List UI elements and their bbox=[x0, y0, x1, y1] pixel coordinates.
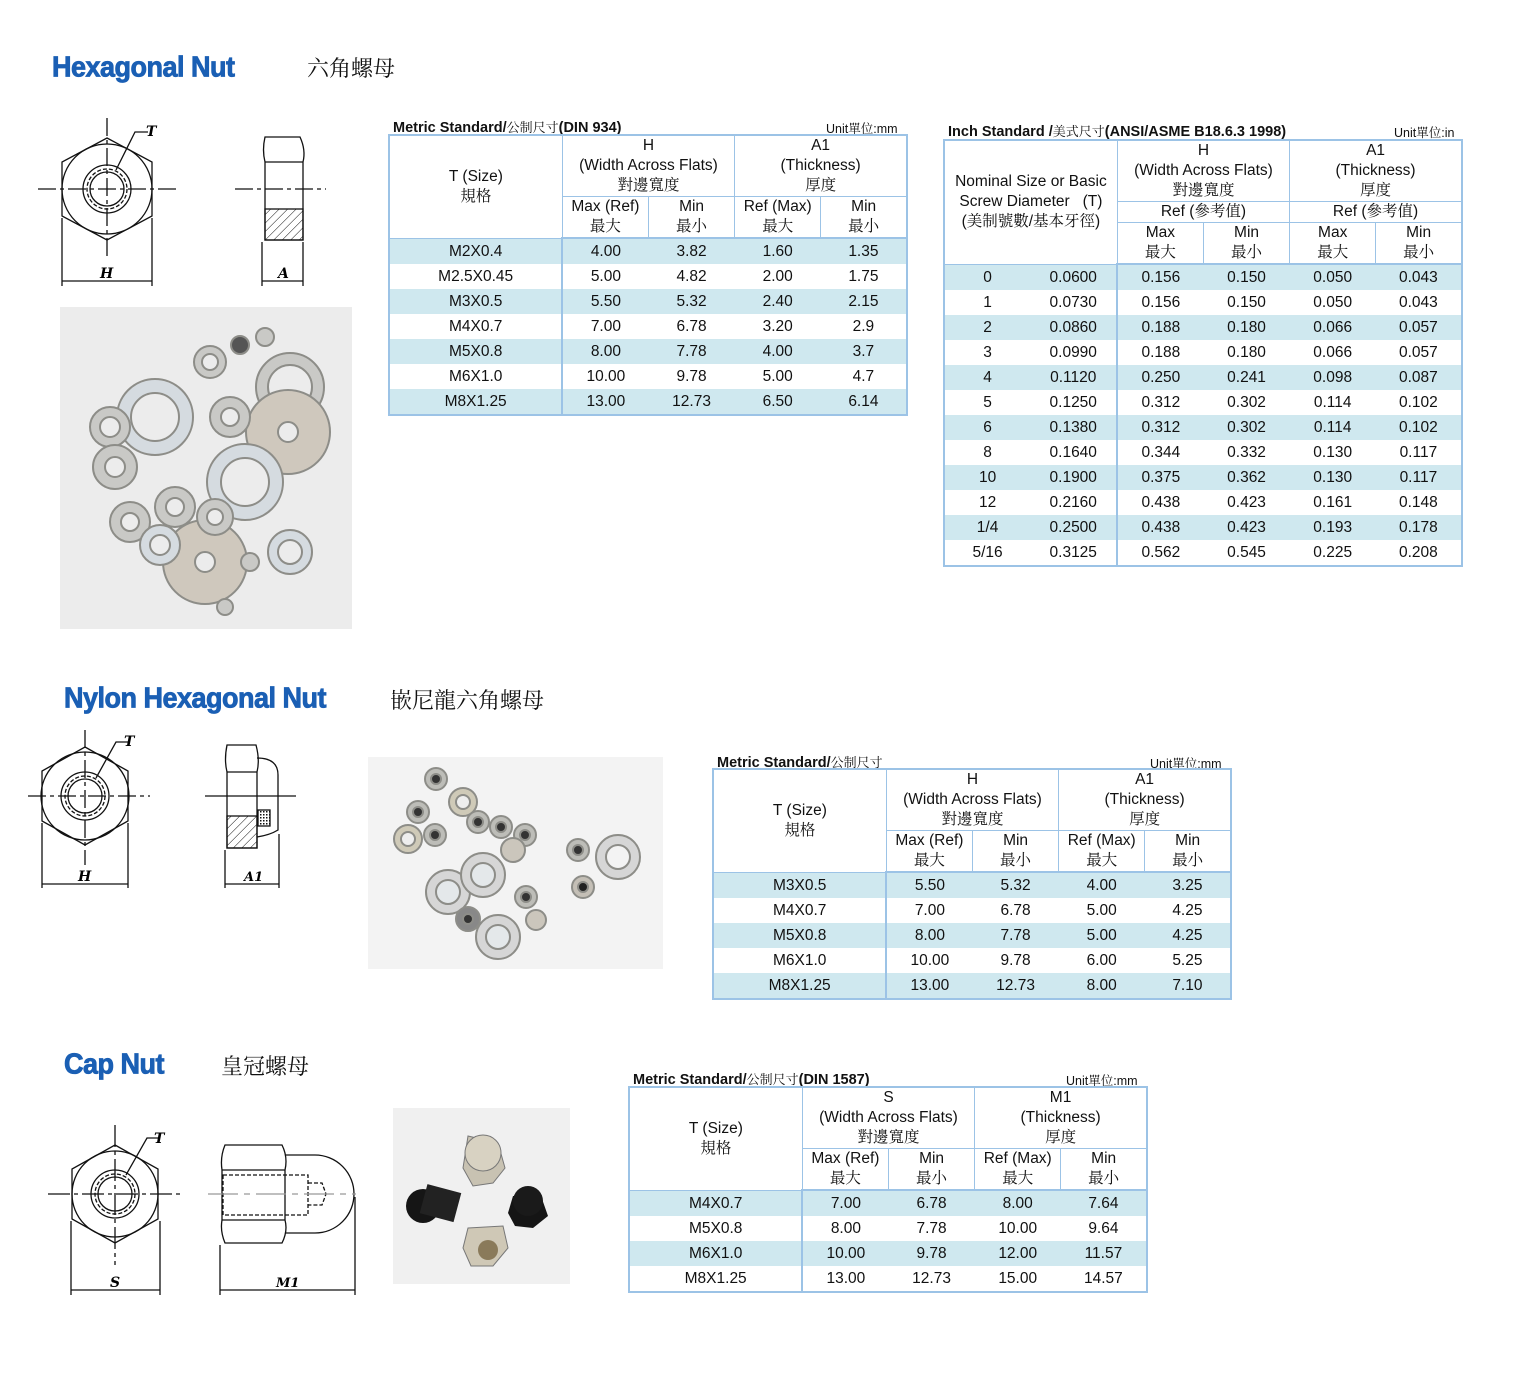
value-cell: 2.40 bbox=[735, 289, 821, 314]
value-cell: 0.208 bbox=[1398, 544, 1438, 561]
value-cell: 10.00 bbox=[998, 1220, 1038, 1237]
value-cell: 1.60 bbox=[735, 238, 821, 264]
size-cell: M3X0.5 bbox=[713, 872, 886, 898]
value-cell: 8.00 bbox=[1059, 973, 1145, 999]
value-cell: 0.180 bbox=[1203, 315, 1289, 340]
value-cell: 4.25 bbox=[1172, 902, 1203, 919]
value-cell: 0.344 bbox=[1141, 444, 1181, 461]
size-cell: 0.1250 bbox=[1030, 390, 1117, 415]
hex-inch-caption bbox=[948, 121, 1286, 140]
value-cell: 6.78 bbox=[888, 1190, 974, 1216]
value-cell: 3.20 bbox=[762, 318, 793, 335]
col-group-width: H (Width Across Flats) 對邊寬度 bbox=[1117, 140, 1289, 202]
value-cell: 4.00 bbox=[735, 339, 821, 364]
value-cell: 12.73 bbox=[912, 1270, 951, 1287]
value-cell: 4.25 bbox=[1145, 923, 1231, 948]
value-cell: 4.00 bbox=[562, 238, 648, 264]
value-cell: 0.057 bbox=[1398, 344, 1438, 361]
value-cell: 0.043 bbox=[1376, 264, 1462, 290]
table-row bbox=[713, 898, 1231, 923]
value-cell: 0.562 bbox=[1141, 544, 1181, 561]
value-cell: 0.250 bbox=[1117, 365, 1203, 390]
size-cell: M5X0.8 bbox=[629, 1216, 802, 1241]
col-width-max: Max (Ref) 最大 bbox=[802, 1149, 888, 1191]
col-width-max: Max (Ref) 最大 bbox=[562, 197, 648, 239]
col-group-width: S (Width Across Flats) 對邊寬度 bbox=[802, 1087, 974, 1149]
value-cell: 9.78 bbox=[888, 1241, 974, 1266]
value-cell: 3.82 bbox=[648, 238, 734, 264]
table-row bbox=[389, 238, 907, 264]
table-row bbox=[944, 490, 1462, 515]
value-cell: 10.00 bbox=[802, 1241, 888, 1266]
label-thread: T bbox=[154, 1131, 165, 1147]
size-cell: M2X0.4 bbox=[389, 238, 562, 264]
col-group-thickness: A1 (Thickness) 厚度 bbox=[1059, 769, 1231, 831]
col-nominal-size: Nominal Size or Basic Screw Diameter (T) (美制號數/基本牙徑) bbox=[944, 140, 1117, 264]
table-row bbox=[713, 923, 1231, 948]
col-thickness-ref: Ref (參考值) bbox=[1290, 202, 1462, 223]
value-cell: 0.050 bbox=[1313, 294, 1353, 311]
table-row bbox=[629, 1241, 1147, 1266]
table-row bbox=[389, 364, 907, 389]
col-thickness-max: Max 最大 bbox=[1290, 223, 1376, 265]
col-group-thickness: M1 (Thickness) 厚度 bbox=[975, 1087, 1147, 1149]
value-cell: 9.78 bbox=[1000, 952, 1031, 969]
value-cell: 0.312 bbox=[1141, 394, 1181, 411]
value-cell: 7.00 bbox=[802, 1190, 888, 1216]
value-cell: 5.50 bbox=[562, 289, 648, 314]
size-cell: 0.2160 bbox=[1030, 490, 1117, 515]
section-title-zh-cap-nut: 皇冠螺母 bbox=[221, 1055, 310, 1080]
value-cell: 0.423 bbox=[1203, 515, 1289, 540]
col-width-min: Min 最小 bbox=[888, 1149, 974, 1191]
size-cell: 5/16 bbox=[972, 544, 1003, 561]
value-cell: 13.00 bbox=[562, 389, 648, 415]
table-row bbox=[629, 1190, 1147, 1216]
size-cell: 2 bbox=[944, 315, 1030, 340]
value-cell: 12.73 bbox=[972, 973, 1058, 999]
section-title-nylon-hexagonal-nut: Nylon Hexagonal Nut bbox=[64, 682, 327, 714]
value-cell: 3.7 bbox=[821, 339, 907, 364]
nylon-metric-table bbox=[712, 768, 1232, 1000]
value-cell: 0.362 bbox=[1203, 465, 1289, 490]
value-cell: 0.066 bbox=[1313, 344, 1353, 361]
cap-metric-table bbox=[628, 1086, 1148, 1293]
size-cell: 5 bbox=[983, 394, 992, 411]
size-cell: M3X0.5 bbox=[389, 289, 562, 314]
size-cell: M5X0.8 bbox=[713, 923, 886, 948]
value-cell: 0.180 bbox=[1227, 344, 1266, 361]
hex-nuts-photo bbox=[60, 307, 352, 629]
value-cell: 2.15 bbox=[821, 289, 907, 314]
col-size: T (Size) 規格 bbox=[389, 135, 562, 238]
value-cell: 0.087 bbox=[1376, 365, 1462, 390]
value-cell: 0.150 bbox=[1203, 264, 1289, 290]
col-width-max: Max (Ref) 最大 bbox=[886, 831, 972, 873]
table-row bbox=[389, 289, 907, 314]
value-cell: 0.050 bbox=[1290, 264, 1376, 290]
table-row bbox=[944, 390, 1462, 415]
size-cell: 0.0990 bbox=[1030, 340, 1117, 365]
caption-en: Metric Standard/ bbox=[717, 755, 831, 771]
size-cell: M4X0.7 bbox=[389, 314, 562, 339]
value-cell: 8.00 bbox=[886, 923, 972, 948]
value-cell: 11.57 bbox=[1061, 1241, 1147, 1266]
value-cell: 0.178 bbox=[1376, 515, 1462, 540]
table-row bbox=[629, 1266, 1147, 1292]
size-cell: 3 bbox=[983, 344, 992, 361]
value-cell: 0.117 bbox=[1399, 444, 1438, 461]
value-cell: 0.161 bbox=[1313, 494, 1353, 511]
value-cell: 0.066 bbox=[1290, 315, 1376, 340]
nuts-photo-illustration bbox=[60, 307, 352, 629]
nylon-photo-illustration bbox=[368, 757, 663, 969]
col-thickness-min: Min 最小 bbox=[1376, 223, 1462, 265]
section-title-zh-nylon-hexagonal-nut: 嵌尼龍六角螺母 bbox=[390, 689, 545, 714]
value-cell: 7.00 bbox=[590, 318, 621, 335]
cap-metric-unit: Unit單位:mm bbox=[1066, 1074, 1138, 1088]
value-cell: 5.50 bbox=[886, 872, 972, 898]
value-cell: 0.114 bbox=[1313, 394, 1352, 411]
value-cell: 12.00 bbox=[975, 1241, 1061, 1266]
value-cell: 0.156 bbox=[1141, 294, 1181, 311]
size-cell: M4X0.7 bbox=[629, 1190, 802, 1216]
size-cell: 0.3125 bbox=[1030, 540, 1117, 566]
col-group-width: H (Width Across Flats) 對邊寬度 bbox=[886, 769, 1058, 831]
value-cell: 0.188 bbox=[1141, 344, 1181, 361]
value-cell: 0.188 bbox=[1117, 315, 1203, 340]
value-cell: 10.00 bbox=[586, 368, 626, 385]
col-width-ref: Ref (參考值) bbox=[1117, 202, 1289, 223]
caption-zh: 美式尺寸 bbox=[1052, 125, 1105, 140]
value-cell: 4.00 bbox=[1059, 872, 1145, 898]
caption-en: Inch Standard / bbox=[948, 124, 1053, 140]
value-cell: 7.78 bbox=[916, 1220, 947, 1237]
value-cell: 5.25 bbox=[1172, 952, 1203, 969]
value-cell: 3.25 bbox=[1145, 872, 1231, 898]
size-cell: 10 bbox=[944, 465, 1030, 490]
value-cell: 6.78 bbox=[676, 318, 707, 335]
value-cell: 6.14 bbox=[821, 389, 907, 415]
section-title-hexagonal-nut: Hexagonal Nut bbox=[52, 51, 235, 83]
value-cell: 5.00 bbox=[762, 368, 793, 385]
table-row bbox=[713, 872, 1231, 898]
value-cell: 0.438 bbox=[1117, 515, 1203, 540]
label-thickness: A1 bbox=[244, 870, 264, 885]
value-cell: 7.64 bbox=[1061, 1190, 1147, 1216]
value-cell: 0.150 bbox=[1227, 294, 1266, 311]
table-row bbox=[389, 314, 907, 339]
size-cell: M6X1.0 bbox=[713, 948, 886, 973]
value-cell: 0.148 bbox=[1398, 494, 1438, 511]
value-cell: 10.00 bbox=[910, 952, 950, 969]
nylon-nut-drawing bbox=[20, 730, 320, 900]
value-cell: 0.130 bbox=[1313, 444, 1353, 461]
value-cell: 0.102 bbox=[1398, 394, 1438, 411]
size-cell: 0.0730 bbox=[1030, 290, 1117, 315]
value-cell: 0.302 bbox=[1203, 415, 1289, 440]
section-title-zh-hexagonal-nut: 六角螺母 bbox=[307, 57, 396, 82]
table-row bbox=[713, 948, 1231, 973]
value-cell: 1.75 bbox=[848, 268, 879, 285]
caption-standard: (DIN 934) bbox=[558, 120, 622, 136]
col-width-min: Min 最小 bbox=[648, 197, 734, 239]
col-size: T (Size) 規格 bbox=[713, 769, 886, 872]
value-cell: 12.73 bbox=[648, 389, 734, 415]
size-cell: 8 bbox=[983, 444, 992, 461]
size-cell: M5X0.8 bbox=[389, 339, 562, 364]
value-cell: 0.312 bbox=[1117, 415, 1203, 440]
table-row bbox=[944, 315, 1462, 340]
size-cell: M8X1.25 bbox=[713, 973, 886, 999]
value-cell: 15.00 bbox=[998, 1270, 1038, 1287]
hex-metric-table bbox=[388, 134, 908, 416]
table-row bbox=[944, 365, 1462, 390]
value-cell: 9.78 bbox=[676, 368, 707, 385]
size-cell: 12 bbox=[978, 494, 997, 511]
nylon-metric-unit: Unit單位:mm bbox=[1150, 757, 1222, 771]
section-title-cap-nut: Cap Nut bbox=[64, 1048, 164, 1080]
size-cell: M6X1.0 bbox=[389, 364, 562, 389]
value-cell: 13.00 bbox=[826, 1270, 866, 1287]
value-cell: 2.00 bbox=[762, 268, 793, 285]
col-group-thickness: A1 (Thickness) 厚度 bbox=[1290, 140, 1462, 202]
size-cell: 0.1900 bbox=[1030, 465, 1117, 490]
table-row bbox=[944, 340, 1462, 365]
value-cell: 4.7 bbox=[852, 368, 875, 385]
table-row bbox=[713, 973, 1231, 999]
value-cell: 14.57 bbox=[1084, 1270, 1123, 1287]
hex-inch-table bbox=[943, 139, 1463, 567]
value-cell: 2.9 bbox=[852, 318, 875, 335]
size-cell: M4X0.7 bbox=[713, 898, 886, 923]
col-thickness-min: Min 最小 bbox=[821, 197, 907, 239]
size-cell: M8X1.25 bbox=[389, 389, 562, 415]
value-cell: 0.225 bbox=[1313, 544, 1353, 561]
size-cell: 0 bbox=[944, 264, 1030, 290]
value-cell: 0.193 bbox=[1290, 515, 1376, 540]
size-cell: 0.1640 bbox=[1030, 440, 1117, 465]
caption-en: Metric Standard/ bbox=[633, 1072, 747, 1088]
label-width: H bbox=[100, 266, 114, 282]
size-cell: 0.1120 bbox=[1030, 365, 1117, 390]
value-cell: 0.156 bbox=[1117, 264, 1203, 290]
value-cell: 5.32 bbox=[972, 872, 1058, 898]
label-thread: T bbox=[124, 734, 135, 750]
size-cell: M2.5X0.45 bbox=[389, 264, 562, 289]
size-cell: 4 bbox=[944, 365, 1030, 390]
caption-en: Metric Standard/ bbox=[393, 120, 507, 136]
label-thread: T bbox=[146, 124, 157, 140]
size-cell: 6 bbox=[944, 415, 1030, 440]
table-row bbox=[389, 264, 907, 289]
table-row bbox=[389, 389, 907, 415]
table-row bbox=[944, 290, 1462, 315]
table-row bbox=[944, 515, 1462, 540]
col-thickness-min: Min 最小 bbox=[1145, 831, 1231, 873]
value-cell: 1.35 bbox=[821, 238, 907, 264]
col-thickness-max: Ref (Max) 最大 bbox=[735, 197, 821, 239]
size-cell: 0.2500 bbox=[1030, 515, 1117, 540]
value-cell: 0.057 bbox=[1376, 315, 1462, 340]
cap-nuts-photo bbox=[393, 1108, 570, 1284]
value-cell: 0.302 bbox=[1227, 394, 1266, 411]
table-row bbox=[944, 465, 1462, 490]
value-cell: 0.043 bbox=[1398, 294, 1438, 311]
size-cell: 0.0860 bbox=[1030, 315, 1117, 340]
size-cell: M8X1.25 bbox=[629, 1266, 802, 1292]
value-cell: 7.10 bbox=[1145, 973, 1231, 999]
cap-photo-illustration bbox=[393, 1108, 570, 1284]
hex-nut-drawing bbox=[30, 110, 350, 295]
value-cell: 0.241 bbox=[1203, 365, 1289, 390]
value-cell: 0.117 bbox=[1376, 465, 1462, 490]
value-cell: 5.00 bbox=[590, 268, 621, 285]
value-cell: 8.00 bbox=[975, 1190, 1061, 1216]
size-cell: 1 bbox=[983, 294, 992, 311]
value-cell: 0.114 bbox=[1290, 415, 1376, 440]
value-cell: 0.130 bbox=[1290, 465, 1376, 490]
value-cell: 6.50 bbox=[735, 389, 821, 415]
value-cell: 7.78 bbox=[648, 339, 734, 364]
value-cell: 7.00 bbox=[914, 902, 945, 919]
value-cell: 5.00 bbox=[1086, 902, 1117, 919]
table-row bbox=[389, 339, 907, 364]
label-width: H bbox=[78, 869, 92, 885]
size-cell: M6X1.0 bbox=[629, 1241, 802, 1266]
table-row bbox=[944, 540, 1462, 566]
value-cell: 0.438 bbox=[1141, 494, 1181, 511]
value-cell: 0.102 bbox=[1376, 415, 1462, 440]
label-width: S bbox=[110, 1275, 121, 1291]
caption-zh: 公制尺寸 bbox=[506, 121, 559, 136]
size-cell: 1/4 bbox=[944, 515, 1030, 540]
col-width-max: Max 最大 bbox=[1117, 223, 1203, 265]
caption-zh: 公制尺寸 bbox=[746, 1073, 799, 1088]
value-cell: 8.00 bbox=[562, 339, 648, 364]
value-cell: 6.00 bbox=[1086, 952, 1117, 969]
value-cell: 13.00 bbox=[886, 973, 972, 999]
col-group-width: H (Width Across Flats) 對邊寬度 bbox=[562, 135, 734, 197]
col-width-min: Min 最小 bbox=[1203, 223, 1289, 265]
value-cell: 0.423 bbox=[1227, 494, 1266, 511]
col-thickness-max: Ref (Max) 最大 bbox=[975, 1149, 1061, 1191]
value-cell: 4.82 bbox=[676, 268, 707, 285]
caption-standard: (ANSI/ASME B18.6.3 1998) bbox=[1104, 124, 1287, 140]
value-cell: 5.00 bbox=[1059, 923, 1145, 948]
label-thickness: A bbox=[278, 266, 289, 282]
value-cell: 0.375 bbox=[1117, 465, 1203, 490]
label-thickness: M1 bbox=[276, 1276, 300, 1291]
caption-zh: 公制尺寸 bbox=[830, 756, 883, 771]
table-row bbox=[944, 415, 1462, 440]
value-cell: 0.545 bbox=[1227, 544, 1266, 561]
value-cell: 7.78 bbox=[972, 923, 1058, 948]
hex-metric-unit: Unit單位:mm bbox=[826, 122, 898, 136]
value-cell: 9.64 bbox=[1088, 1220, 1119, 1237]
value-cell: 0.098 bbox=[1290, 365, 1376, 390]
caption-standard: (DIN 1587) bbox=[798, 1072, 870, 1088]
table-row bbox=[629, 1216, 1147, 1241]
value-cell: 6.78 bbox=[1000, 902, 1031, 919]
value-cell: 5.32 bbox=[648, 289, 734, 314]
hex-inch-unit: Unit單位:in bbox=[1394, 126, 1455, 140]
col-size: T (Size) 規格 bbox=[629, 1087, 802, 1190]
col-width-min: Min 最小 bbox=[972, 831, 1058, 873]
size-cell: 0.1380 bbox=[1030, 415, 1117, 440]
col-thickness-min: Min 最小 bbox=[1061, 1149, 1147, 1191]
size-cell: 0.0600 bbox=[1030, 264, 1117, 290]
col-group-thickness: A1 (Thickness) 厚度 bbox=[735, 135, 907, 197]
table-row bbox=[944, 264, 1462, 290]
table-row bbox=[944, 440, 1462, 465]
value-cell: 8.00 bbox=[830, 1220, 861, 1237]
col-thickness-max: Ref (Max) 最大 bbox=[1059, 831, 1145, 873]
nylon-nuts-photo bbox=[368, 757, 663, 969]
cap-nut-drawing bbox=[40, 1125, 370, 1300]
value-cell: 0.332 bbox=[1227, 444, 1266, 461]
